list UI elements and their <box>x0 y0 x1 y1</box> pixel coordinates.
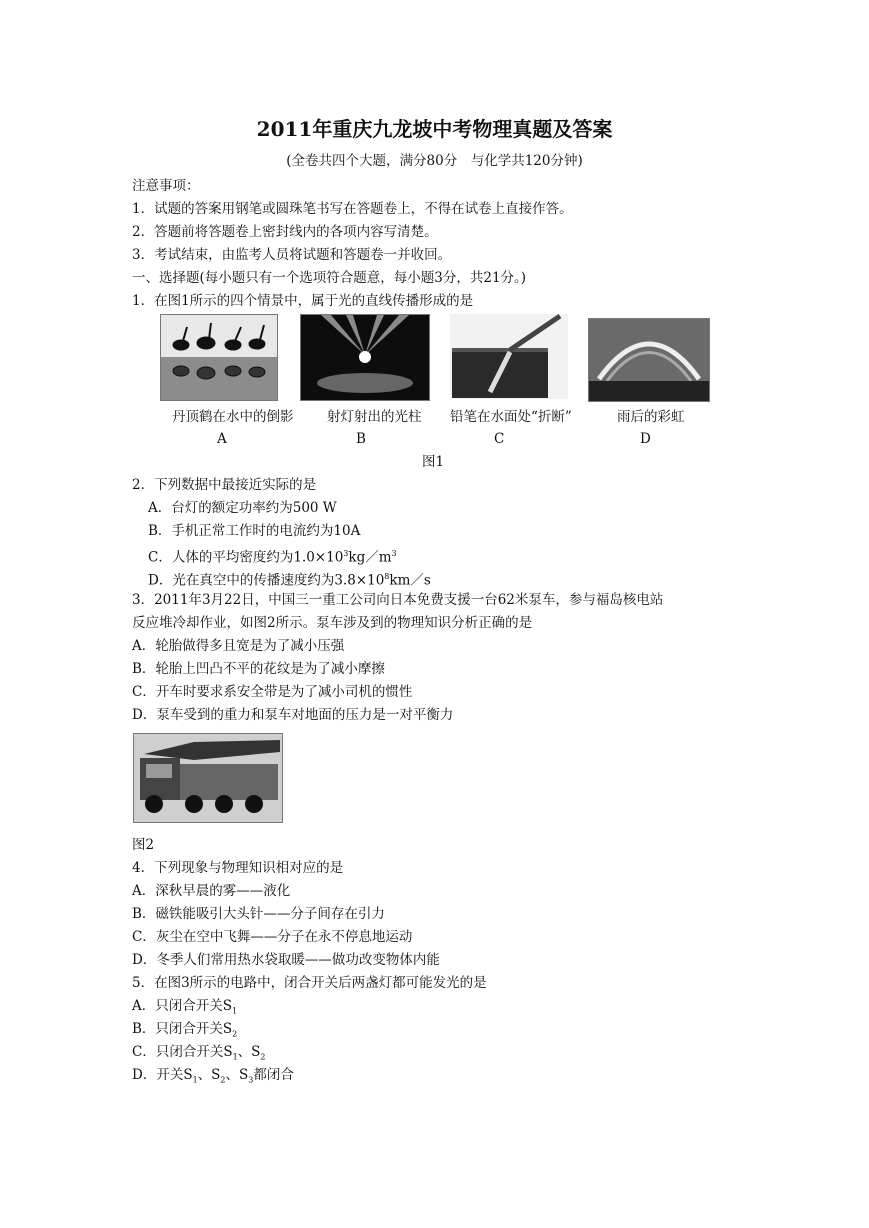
q5-option-b: B．只闭合开关$S_2$ <box>132 1021 238 1039</box>
q1-letter-c: C <box>494 431 505 447</box>
note-3: 3．考试结束，由监考人员将试题和答题卷一并收回。 <box>132 247 452 263</box>
q2-option-c: C．人体的平均密度约为$1.0\times 10^3kg/m^3$ <box>148 549 397 566</box>
q1-caption-b: 射灯射出的光柱 <box>327 409 422 425</box>
q3-option-b: B．轮胎上凹凸不平的花纹是为了减小摩擦 <box>132 661 385 677</box>
q5-option-c: C．只闭合开关$S_1$、$S_2$ <box>132 1044 266 1062</box>
q5-option-d: D．开关$S_1$、$S_2$、$S_3$都闭合 <box>132 1067 294 1085</box>
pencil-in-water-photo <box>450 314 568 399</box>
q1-letter-d: D <box>640 431 651 447</box>
q1-caption-d: 雨后的彩虹 <box>617 409 685 425</box>
q4-option-d: D．冬季人们常用热水袋取暖——做功改变物体内能 <box>132 952 440 968</box>
figure-2-label: 图2 <box>132 837 155 853</box>
q1-stem: 1．在图1所示的四个情景中，属于光的直线传播形成的是 <box>132 293 474 309</box>
q3-option-c: C．开车时要求系安全带是为了减小司机的惯性 <box>132 684 413 700</box>
q3-option-d: D．泵车受到的重力和泵车对地面的压力是一对平衡力 <box>132 707 454 723</box>
q1-letter-a: A <box>217 431 227 447</box>
section-heading: 一、选择题(每小题只有一个选项符合题意，每小题3分，共21分。) <box>132 270 527 286</box>
note-2: 2．答题前将答题卷上密封线内的各项内容写清楚。 <box>132 224 438 240</box>
rainbow-photo <box>588 318 710 402</box>
q3-option-a: A．轮胎做得多且宽是为了减小压强 <box>132 638 345 654</box>
q2-stem: 2．下列数据中最接近实际的是 <box>132 477 317 493</box>
q1-letter-b: B <box>356 431 366 447</box>
page-title: 2011年重庆九龙坡中考物理真题及答案 <box>256 117 613 141</box>
q5-stem: 5．在图3所示的电路中，闭合开关后两盏灯都可能发光的是 <box>132 975 487 991</box>
q5-option-a: A．只闭合开关$S_1$ <box>132 998 238 1016</box>
pump-truck-photo <box>133 733 283 823</box>
crane-reflection-photo <box>160 314 278 401</box>
spotlight-beams-photo <box>300 314 430 401</box>
figure-1-label: 图1 <box>422 454 445 470</box>
q3-stem-line-1: 3．2011年3月22日，中国三一重工公司向日本免费支援一台62米泵车，参与福岛核电站 <box>132 592 664 608</box>
page-subtitle: (全卷共四个大题，满分80分 与化学共120分钟) <box>286 153 583 169</box>
q2-option-a: A．台灯的额定功率约为500 W <box>148 500 337 516</box>
q2-option-b: B．手机正常工作时的电流约为10A <box>148 523 361 539</box>
q1-caption-a: 丹顶鹤在水中的倒影 <box>172 409 294 425</box>
q4-option-c: C．灰尘在空中飞舞——分子在永不停息地运动 <box>132 929 413 945</box>
q4-option-a: A．深秋早晨的雾——液化 <box>132 883 291 899</box>
q4-option-b: B．磁铁能吸引大头针——分子间存在引力 <box>132 906 385 922</box>
q1-caption-c: 铅笔在水面处“折断” <box>450 409 572 425</box>
notes-heading: 注意事项： <box>132 178 200 194</box>
q4-stem: 4．下列现象与物理知识相对应的是 <box>132 860 344 876</box>
q2-option-d: D．光在真空中的传播速度约为$3.8\times 10^8km/s$ <box>148 572 431 589</box>
q3-stem-line-2: 反应堆冷却作业，如图2所示。泵车涉及到的物理知识分析正确的是 <box>132 615 533 631</box>
note-1: 1．试题的答案用钢笔或圆珠笔书写在答题卷上，不得在试卷上直接作答。 <box>132 201 573 217</box>
